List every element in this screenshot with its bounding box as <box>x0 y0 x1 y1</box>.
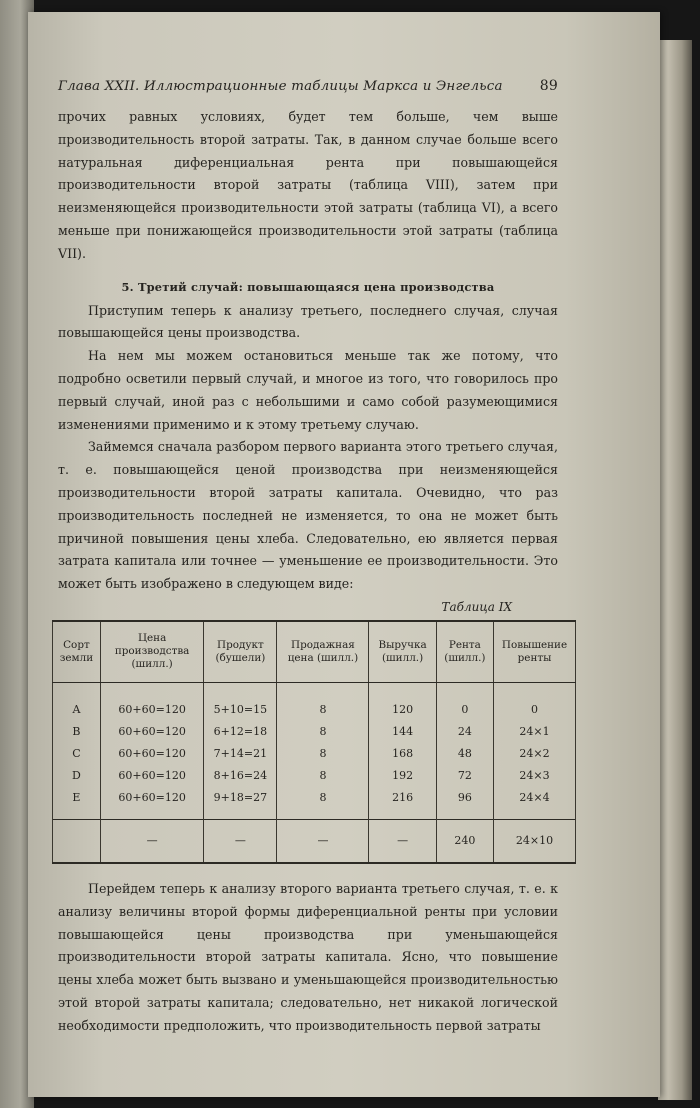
table-cell: 8 <box>277 765 369 787</box>
table-cell: 120 <box>369 682 436 721</box>
table-cell: — <box>277 819 369 863</box>
table-cell <box>53 819 101 863</box>
header-production-price: Цена производства (шилл.) <box>100 621 204 683</box>
header-soil-type: Сорт земли <box>53 621 101 683</box>
table-row <box>53 787 576 820</box>
table-cell: — <box>369 819 436 863</box>
paragraph: Займемся сначала разбором первого варианта этого третьего случая, т. е. повышающейся ценой производства при неизменяющейся производительности второй затраты капитала. Очевидно, что раз производительность последней не изменяется, то она не может быть причиной повышения цены хлеба. Следовательно, ею является первая затрата капитала или точнее — уменьшение ее производительности. Это может быть изображено в следующем виде: <box>58 439 558 592</box>
table-cell: 60+60=120 <box>100 765 204 787</box>
table-cell: 24×10 <box>494 819 576 863</box>
table-cell: E <box>53 787 101 820</box>
table-row <box>53 682 576 721</box>
table-cell: 96 <box>436 787 493 820</box>
table-row <box>53 765 576 787</box>
table-cell: 8 <box>277 743 369 765</box>
table-header-row <box>53 621 576 683</box>
chapter-title: Глава XXII. Иллюстрационные таблицы Маркса и Энгельса <box>58 79 503 94</box>
rent-table <box>52 620 576 864</box>
table-cell: D <box>53 765 101 787</box>
table-cell: 24×3 <box>494 765 576 787</box>
table-cell: 8 <box>277 787 369 820</box>
table-cell: 144 <box>369 721 436 743</box>
page-block-edge <box>658 40 692 1100</box>
table-cell: B <box>53 721 101 743</box>
header-rent: Рента (шилл.) <box>436 621 493 683</box>
table-total-row <box>53 819 576 863</box>
table-cell: 24×1 <box>494 721 576 743</box>
table-cell: 60+60=120 <box>100 721 204 743</box>
table-cell: 192 <box>369 765 436 787</box>
table-cell: 8 <box>277 682 369 721</box>
table-cell: C <box>53 743 101 765</box>
table-cell: 0 <box>494 682 576 721</box>
header-rent-increase: Повышение ренты <box>494 621 576 683</box>
page-content <box>58 78 568 1038</box>
table-cell: 48 <box>436 743 493 765</box>
table-cell: A <box>53 682 101 721</box>
table-cell: 60+60=120 <box>100 743 204 765</box>
table-cell: 216 <box>369 787 436 820</box>
table-cell: 9+18=27 <box>204 787 277 820</box>
table-caption: Таблица IX <box>441 599 512 614</box>
table-cell: 8+16=24 <box>204 765 277 787</box>
paragraph-continuation: прочих равных условиях, будет тем больше, чем выше производительность второй затраты. Так, в данном случае больше всего натуральная диференциальная рента при повышающейся производительности второй затраты (таблица VIII), затем при неизменяющейся производительности этой затраты (таблица VI), а всего меньше при понижающейся производительности этой затраты (таблица VII). <box>58 109 558 261</box>
header-product: Продукт (бушели) <box>204 621 277 683</box>
paragraph: Приступим теперь к анализу третьего, последнего случая, случая повышающейся цены производства. <box>58 302 558 341</box>
table-cell: 168 <box>369 743 436 765</box>
table-cell: 5+10=15 <box>204 682 277 721</box>
table-cell: — <box>204 819 277 863</box>
table-cell: 24×4 <box>494 787 576 820</box>
table-cell: 24×2 <box>494 743 576 765</box>
running-head <box>58 78 558 94</box>
table-cell: 60+60=120 <box>100 682 204 721</box>
section-title: 5. Третий случай: повышающаяся цена производства <box>121 279 495 294</box>
header-revenue: Выручка (шилл.) <box>369 621 436 683</box>
header-sale-price: Продажная цена (шилл.) <box>277 621 369 683</box>
table-cell: 72 <box>436 765 493 787</box>
table-cell: 6+12=18 <box>204 721 277 743</box>
paragraph: На нем мы можем остановиться меньше так же потому, что подробно осветили первый случай, и многое из того, что говорилось про первый случай, иной раз с небольшими и само собой разумеющимися изменениями применимо и к этому третьему случаю. <box>58 348 558 432</box>
table-cell: — <box>100 819 204 863</box>
book-page <box>28 12 660 1097</box>
table-cell: 24 <box>436 721 493 743</box>
table-cell: 7+14=21 <box>204 743 277 765</box>
paragraph: Перейдем теперь к анализу второго варианта третьего случая, т. е. к анализу величины второй формы диференциальной ренты при условии повышающейся цены производства при уменьшающейся производительности второй затраты капитала. Ясно, что повышение цены хлеба может быть вызвано и уменьшающейся производительностью этой второй затраты капитала; следовательно, нет никакой логической необходимости предположить, что производительность первой затраты <box>58 880 558 1033</box>
table-cell: 60+60=120 <box>100 787 204 820</box>
page-number: 89 <box>539 78 558 94</box>
table-cell: 8 <box>277 721 369 743</box>
table-row <box>53 743 576 765</box>
table-row <box>53 721 576 743</box>
table-cell: 0 <box>436 682 493 721</box>
table-cell: 240 <box>436 819 493 863</box>
